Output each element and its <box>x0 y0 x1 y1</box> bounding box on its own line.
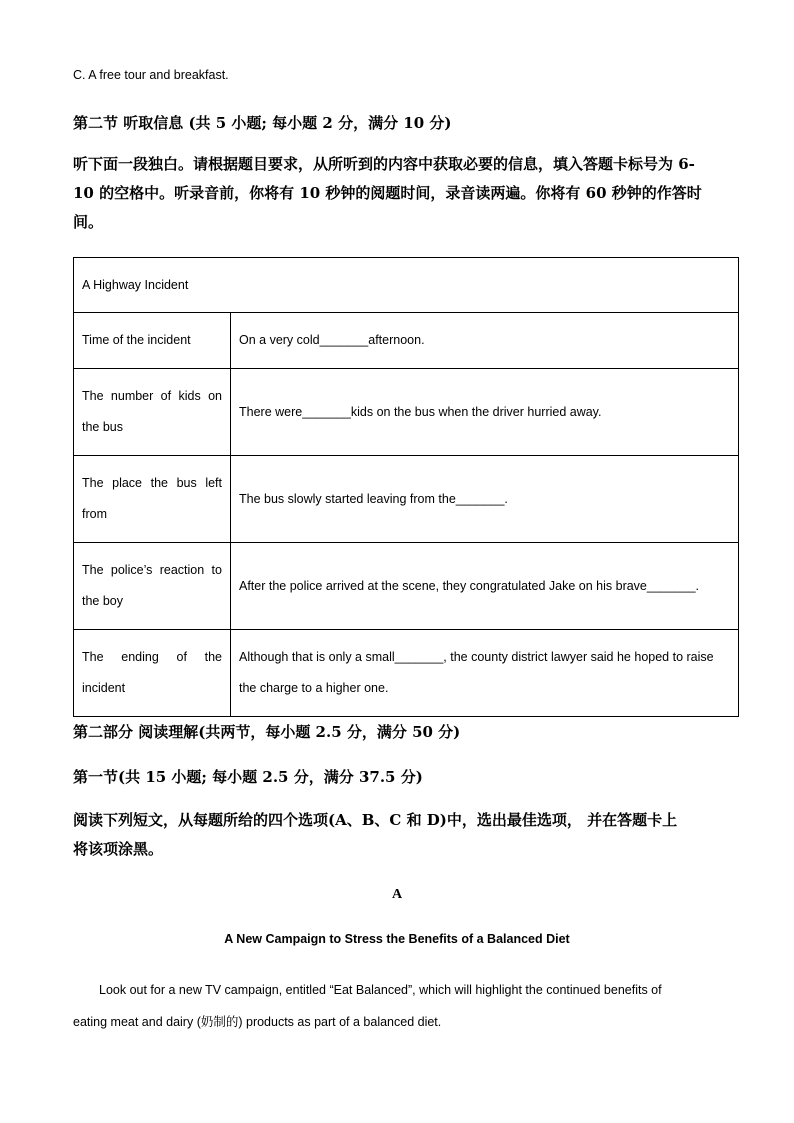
paragraph-line: eating meat and dairy (奶制的) products as part of a balanced diet. <box>73 1015 442 1029</box>
row-content: On a very cold_______afternoon. <box>231 313 739 369</box>
part-heading: 第二部分 阅读理解(共两节，每小题 2.5 分，满分 50 分) <box>73 723 461 741</box>
table-row <box>74 543 739 630</box>
row-content: The bus slowly started leaving from the_______. <box>231 456 739 543</box>
table-row <box>74 456 739 543</box>
instruction-line: 10 的空格中。听录音前，你将有 10 秒钟的阅题时间，录音读两遍。你将有 60 秒钟的作答时 <box>73 184 702 202</box>
paragraph-line: Look out for a new TV campaign, entitled “Eat Balanced”, which will highlight the continued benefits of <box>99 983 662 997</box>
table-title: A Highway Incident <box>74 258 739 313</box>
row-content: There were_______kids on the bus when the driver hurried away. <box>231 369 739 456</box>
option-c: C. A free tour and breakfast. <box>73 68 229 82</box>
table-row <box>74 313 739 369</box>
passage-letter: A <box>391 887 403 902</box>
row-label: Time of the incident <box>74 313 231 369</box>
row-content: Although that is only a small_______, the county district lawyer said he hoped to raise the charge to a higher one. <box>231 630 739 717</box>
section-heading: 第二节 听取信息 (共 5 小题; 每小题 2 分，满分 10 分) <box>73 114 452 132</box>
passage-paragraph <box>73 974 723 1038</box>
row-label: The police’s reaction to the boy <box>74 543 231 630</box>
passage-title: A New Campaign to Stress the Benefits of a Balanced Diet <box>224 932 570 946</box>
section-instructions <box>73 150 733 237</box>
instruction-line: 阅读下列短文，从每题所给的四个选项(A、B、C 和 D)中，选出最佳选项， 并在答题卡上 <box>73 811 678 829</box>
row-label: The number of kids on the bus <box>74 369 231 456</box>
reading-instructions <box>73 806 733 864</box>
row-label: The place the bus left from <box>74 456 231 543</box>
table-row <box>74 630 739 717</box>
instruction-line: 听下面一段独白。请根据题目要求，从所听到的内容中获取必要的信息，填入答题卡标号为 6- <box>73 155 695 173</box>
table-title-row <box>74 258 739 313</box>
row-content: After the police arrived at the scene, they congratulated Jake on his brave_______. <box>231 543 739 630</box>
section-heading: 第一节(共 15 小题; 每小题 2.5 分，满分 37.5 分) <box>73 768 423 786</box>
instruction-line: 将该项涂黑。 <box>73 840 164 858</box>
instruction-line: 间。 <box>73 213 104 231</box>
table-row <box>74 369 739 456</box>
row-label: The ending of the incident <box>74 630 231 717</box>
incident-table <box>73 257 739 717</box>
